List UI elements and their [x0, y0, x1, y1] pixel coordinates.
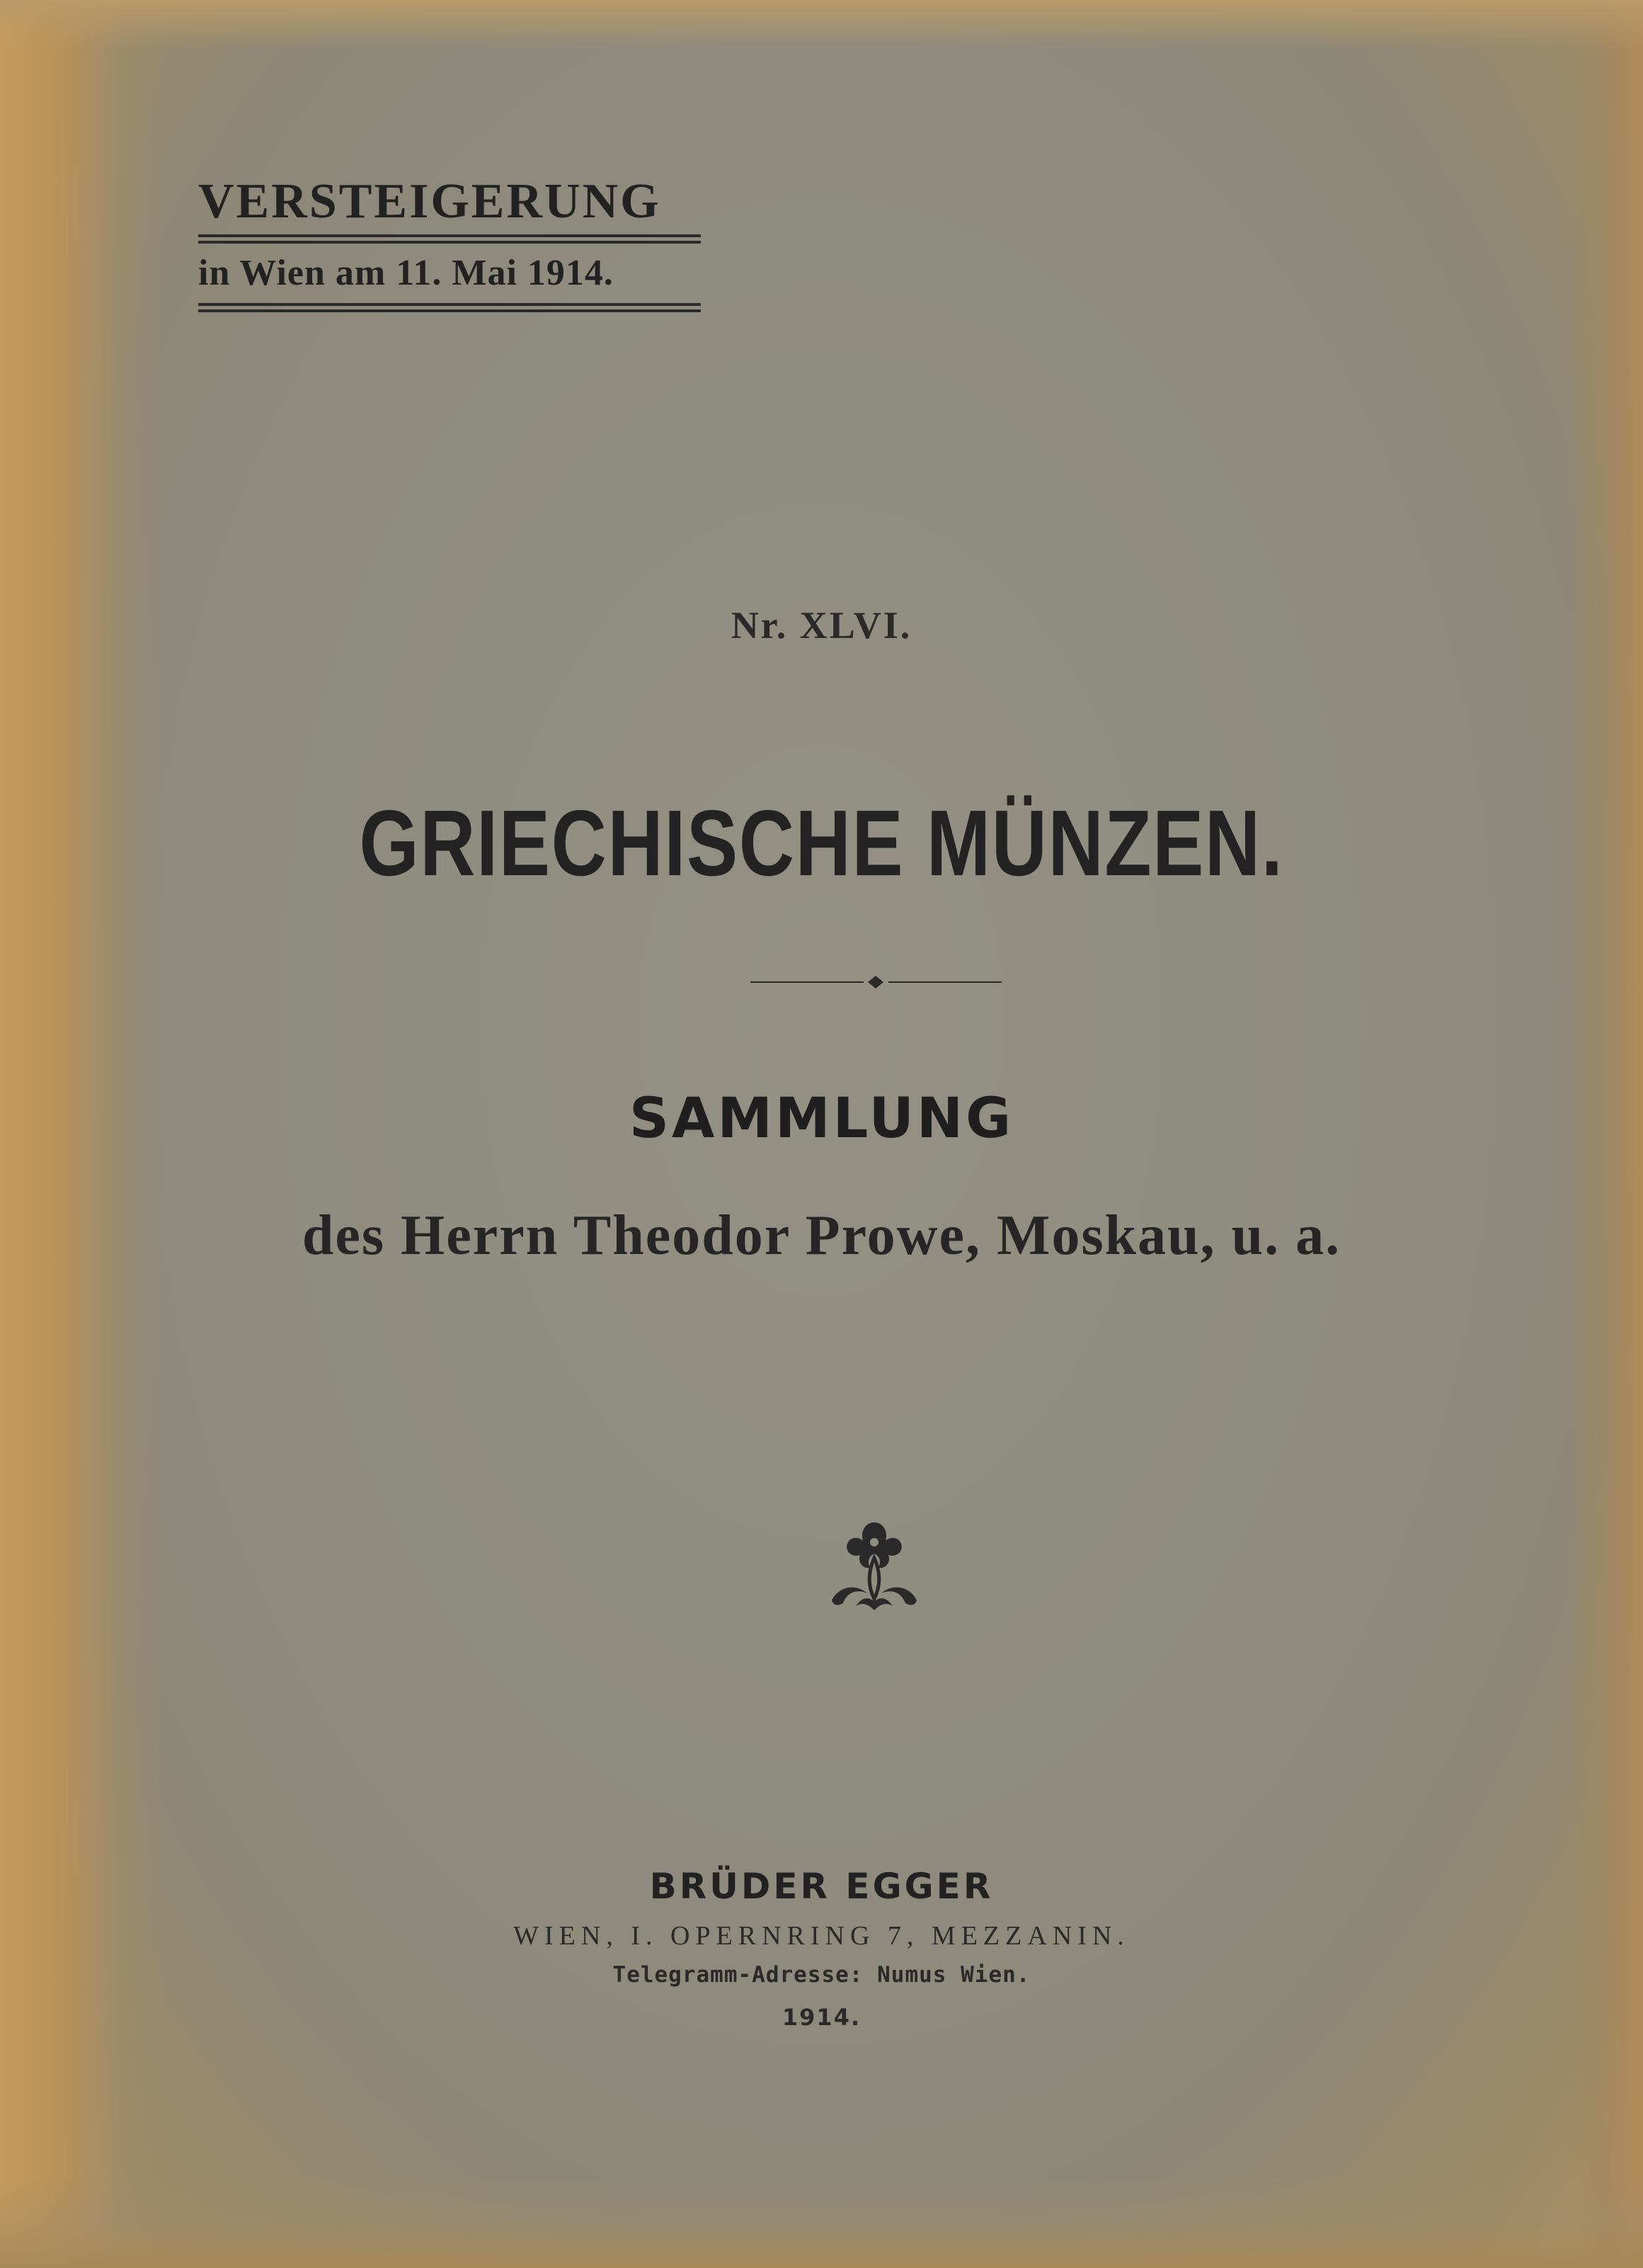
auction-box — [198, 173, 701, 312]
page-title: GRIECHISCHE MÜNZEN. — [359, 791, 1284, 895]
telegram-address: Telegramm-Adresse: Numus Wien. — [612, 1962, 1031, 1988]
floral-vignette-icon — [825, 1515, 924, 1614]
publisher-address: WIEN, I. OPERNRING 7, MEZZANIN. — [513, 1921, 1130, 1951]
aged-top-edge — [0, 0, 1643, 50]
auction-rule-top — [198, 234, 701, 244]
auction-title: VERSTEIGERUNG — [198, 174, 661, 229]
publication-year: 1914. — [782, 2004, 861, 2031]
catalog-number: Nr. XLVI. — [731, 604, 912, 646]
auction-date: in Wien am 11. Mai 1914. — [198, 253, 614, 293]
collection-owner: des Herrn Theodor Prowe, Moskau, u. a. — [302, 1204, 1341, 1267]
publisher-name: BRÜDER EGGER — [649, 1866, 994, 1907]
aged-bottom-edge — [0, 2176, 1643, 2268]
diamond-rule-icon — [750, 974, 1002, 991]
collection-heading: SAMMLUNG — [629, 1087, 1014, 1151]
auction-rule-bottom — [198, 303, 701, 312]
